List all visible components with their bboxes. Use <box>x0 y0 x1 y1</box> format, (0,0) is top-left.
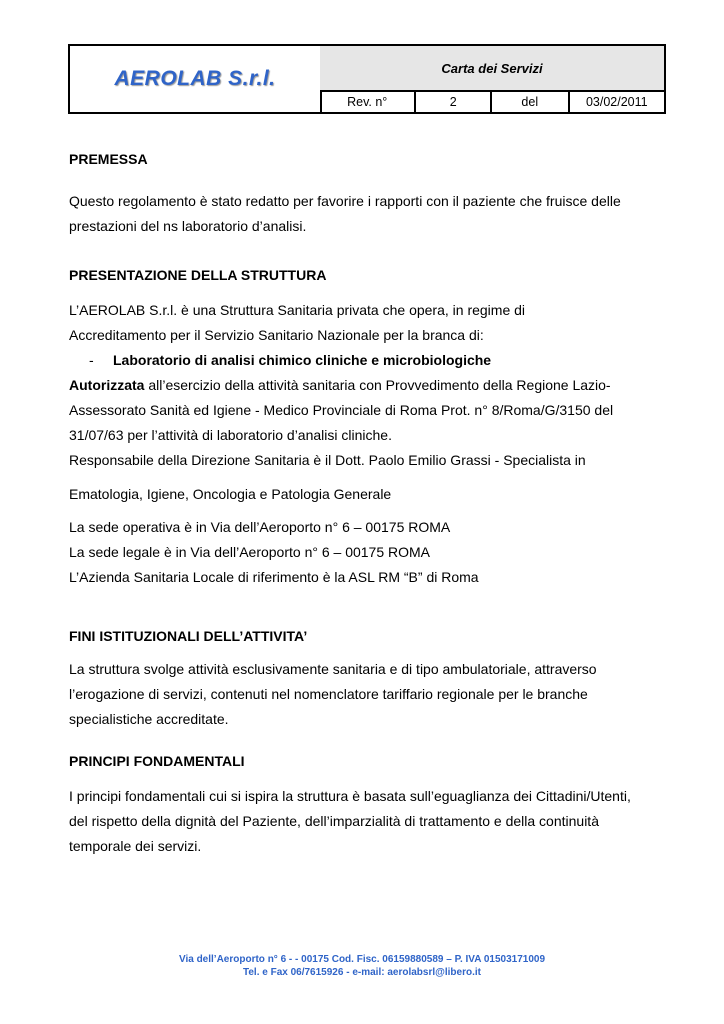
bullet-dash: - <box>89 352 94 368</box>
paragraph-line: Assessorato Sanità ed Igiene - Medico Provinciale di Roma Prot. n° 8/Roma/G/3150 del <box>69 402 614 418</box>
section-heading-principi: PRINCIPI FONDAMENTALI <box>69 753 245 769</box>
bullet-item <box>89 348 491 373</box>
date-label: del <box>492 92 570 112</box>
paragraph-line: L’AEROLAB S.r.l. è una Struttura Sanitaria privata che opera, in regime di <box>69 302 526 318</box>
paragraph-line: 31/07/63 per l’attività di laboratorio d’analisi cliniche. <box>69 427 392 443</box>
paragraph-line: specialistiche accreditate. <box>69 711 229 727</box>
rev-date: 03/02/2011 <box>585 95 648 109</box>
paragraph-line: I principi fondamentali cui si ispira la struttura è basata sull’eguaglianza dei Cittadini/Utenti, <box>69 788 631 804</box>
rev-value: 2 <box>416 92 492 112</box>
autorizzata-bold: Autorizzata <box>69 377 145 393</box>
revision-row <box>320 92 664 112</box>
doc-title: Carta dei Servizi <box>320 46 664 92</box>
bullet-text: Laboratorio di analisi chimico cliniche e microbiologiche <box>113 352 492 368</box>
rev-label: Rev. n° <box>320 92 416 112</box>
autorizzata-rest: all’esercizio della attività sanitaria con Provvedimento della Regione Lazio- <box>144 377 611 393</box>
company-logo: AEROLAB S.r.l. <box>114 67 276 90</box>
paragraph-line <box>69 373 611 398</box>
header-table <box>68 44 666 114</box>
paragraph-line: La sede operativa è in Via dell’Aeroporto n° 6 – 00175 ROMA <box>69 519 451 535</box>
paragraph-line: Questo regolamento è stato redatto per favorire i rapporti con il paziente che fruisce delle <box>69 193 621 209</box>
logo-cell <box>70 46 322 112</box>
footer-address: Via dell’Aeroporto n° 6 - - 00175 Cod. Fisc. 06159880589 – P. IVA 01503171009 <box>178 954 546 965</box>
paragraph-line: La struttura svolge attività esclusivamente sanitaria e di tipo ambulatoriale, attraverso <box>69 661 597 677</box>
paragraph-line: Responsabile della Direzione Sanitaria è il Dott. Paolo Emilio Grassi - Specialista in <box>69 452 586 468</box>
paragraph-line: temporale dei servizi. <box>69 838 202 854</box>
paragraph-line: prestazioni del ns laboratorio d’analisi. <box>69 218 307 234</box>
section-heading-presentazione: PRESENTAZIONE DELLA STRUTTURA <box>69 267 327 283</box>
paragraph-line: La sede legale è in Via dell’Aeroporto n° 6 – 00175 ROMA <box>69 544 431 560</box>
paragraph-line: Accreditamento per il Servizio Sanitario Nazionale per la branca di: <box>69 327 484 343</box>
section-heading-fini: FINI ISTITUZIONALI DELL’ATTIVITA’ <box>69 628 308 644</box>
section-heading-premessa: PREMESSA <box>69 151 148 167</box>
paragraph-line: l’erogazione di servizi, contenuti nel nomenclatore tariffario regionale per le branche <box>69 686 588 702</box>
paragraph-line: del rispetto della dignità del Paziente, dell’imparzialità di trattamento e della continuità <box>69 813 599 829</box>
footer-contacts: Tel. e Fax 06/7615926 - e-mail: aerolabsrl@libero.it <box>242 967 481 978</box>
paragraph-line: L’Azienda Sanitaria Locale di riferimento è la ASL RM “B” di Roma <box>69 569 479 585</box>
paragraph-line: Ematologia, Igiene, Oncologia e Patologia Generale <box>69 486 392 502</box>
